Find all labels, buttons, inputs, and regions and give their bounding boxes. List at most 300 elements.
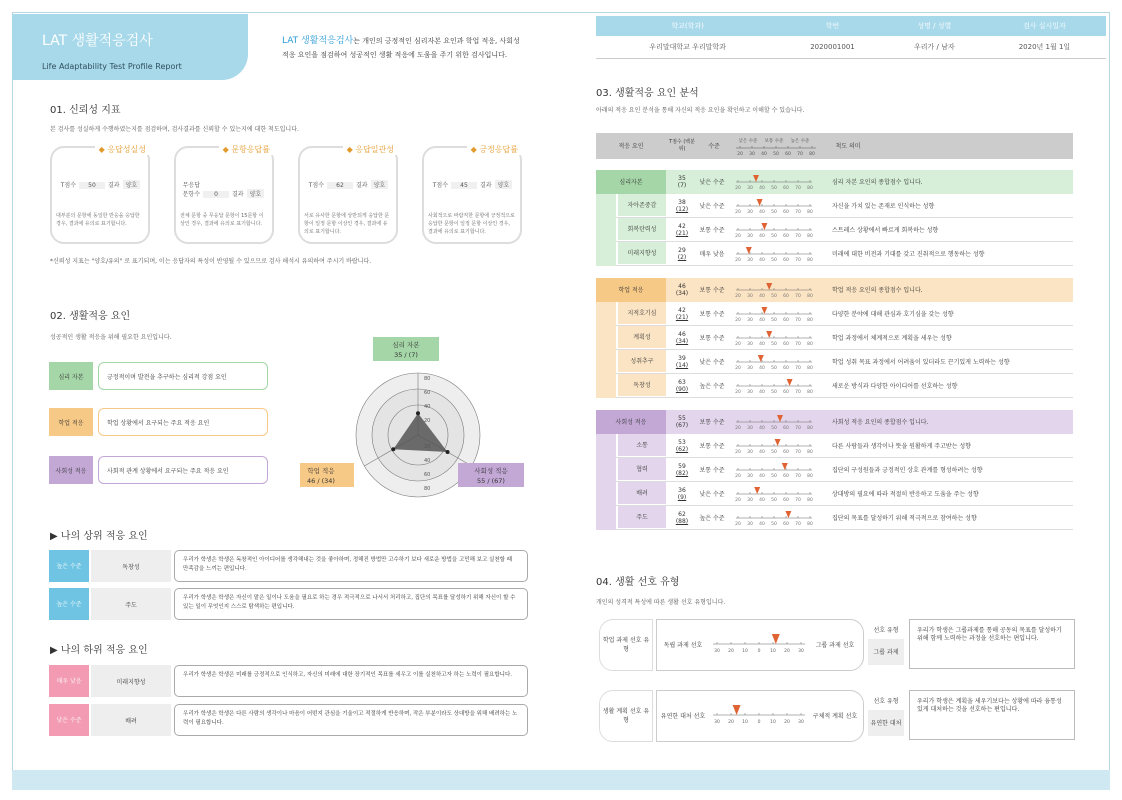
group-score (668, 410, 696, 434)
card-title: ◆ 응답일관성 (343, 144, 398, 155)
subfactor-meaning: 새로운 방식과 다양한 아이디어를 선호하는 성향 (832, 382, 958, 390)
scale-tick-label: 30 (747, 318, 753, 323)
scale-tick-label: 40 (759, 258, 765, 263)
scale-tick-label: 10 (742, 720, 748, 725)
t-score: 46 (678, 331, 686, 338)
factor-desc: 긍정적이며 발전을 추구하는 심리적 강점 요인 (98, 362, 268, 390)
reliability-card (50, 146, 150, 244)
preference-scale (709, 701, 809, 731)
scale-tick-label: 80 (807, 498, 813, 503)
factor-name: 미래지향성 (91, 665, 171, 697)
card-desc: 대부분의 문항에 동일한 반응을 응답한 경우, 결과에 유의로 표기합니다. (56, 213, 140, 227)
subfactor-row (596, 506, 1073, 530)
preference-desc: 개인의 성격적 특성에 따른 생활 선호 유형입니다. (596, 599, 726, 606)
factor-label: 심리 자본 (49, 362, 93, 390)
group-score (668, 170, 696, 194)
preference-right: 구체적 계획 선호 (812, 712, 858, 720)
percentile: (34) (675, 290, 689, 297)
group-meaning: 심리 자본 요인의 종합점수 입니다. (832, 178, 923, 186)
info-header: 학번 (779, 16, 886, 36)
scale-tick-label: 20 (735, 450, 741, 455)
preference-desc: 우리가 학생은 그룹과제를 통해 공동의 목표를 달성하기 위해 함께 노력하는 과정을 선호하는 편입니다. (909, 619, 1075, 669)
subfactor-indent (596, 218, 616, 242)
subfactor-meaning: 다양한 분야에 대해 관심과 호기심을 갖는 성향 (832, 310, 954, 318)
reliability-desc: 본 검사를 성실하게 수행하였는지를 점검하며, 검사결과를 신뢰할 수 있는지에 대한 척도입니다. (50, 126, 299, 133)
subfactor-score (668, 218, 696, 242)
preference-right: 그룹 과제 선호 (815, 641, 855, 649)
preference-name: 학업 과제 선호 유형 (599, 619, 653, 671)
subfactor-score (668, 242, 696, 266)
scale-tick-label: 30 (714, 649, 720, 654)
scale-tick-label: 50 (771, 318, 777, 323)
scale-tick-label: 40 (761, 152, 767, 157)
subfactor-indent (596, 194, 616, 218)
score-scale (732, 352, 816, 372)
info-table (596, 16, 1106, 59)
scale-tick-label: 80 (809, 152, 815, 157)
score-label: 무응답 문항수 (182, 182, 200, 198)
subfactor-name: 소통 (618, 434, 666, 456)
subfactor-name: 독창성 (618, 374, 666, 396)
score-marker (785, 511, 791, 518)
info-value: 우리말대학교 우리말학과 (596, 36, 779, 58)
result-label: 결과 (108, 182, 120, 189)
scale-tick-label: 50 (771, 366, 777, 371)
t-score: 46 (678, 283, 686, 290)
scale-tick-label: 20 (735, 258, 741, 263)
preference-title: 04. 생활 선호 유형 (596, 577, 680, 588)
subfactor-level: 보통 수준 (699, 442, 725, 450)
group-score (668, 278, 696, 302)
info-header: 검사 실시일자 (983, 16, 1106, 36)
scale-tick-label: 40 (759, 342, 765, 347)
subfactor-row (596, 302, 1073, 326)
report-subtitle: Life Adaptability Test Profile Report (42, 62, 182, 71)
score-marker (766, 331, 772, 338)
scale-tick-label: 20 (735, 342, 741, 347)
percentile: (7) (677, 182, 687, 189)
score-scale (732, 484, 816, 504)
scale-tick-label: 30 (747, 210, 753, 215)
factor-label: 학업 적응 (49, 408, 93, 436)
group-name: 심리자본 (596, 170, 666, 194)
percentile: (88) (675, 518, 689, 525)
factor-desc: 학업 상황에서 요구되는 주요 적응 요인 (98, 408, 268, 436)
subfactor-name: 자아존중감 (618, 194, 666, 216)
level-badge: 매우 낮음 (49, 665, 89, 697)
subfactor-name: 협력 (618, 458, 666, 480)
scale-tick-label: 60 (783, 498, 789, 503)
t-score: 29 (678, 247, 686, 254)
scale-tick-label: 30 (798, 649, 804, 654)
scale-tick-label: 60 (783, 210, 789, 215)
subfactor-row (596, 350, 1073, 374)
scale-tick-label: 50 (771, 426, 777, 431)
card-desc: 서로 유사한 문항에 상반되게 응답한 문항이 일정 문항 이상인 경우, 결과에 유의로 표기합니다. (304, 213, 390, 235)
analysis-title: 03. 생활적응 요인 분석 (596, 88, 699, 99)
header-meaning: 척도 의미 (835, 142, 861, 150)
subfactor-score (668, 506, 696, 530)
preference-name: 생활 계획 선호 유형 (599, 690, 653, 742)
result-value: 양호 (371, 180, 389, 189)
score-marker (753, 175, 759, 182)
factor-desc: 사회적 관계 상황에서 요구되는 주요 적응 요인 (98, 456, 268, 484)
score-marker (757, 199, 763, 206)
subfactor-score (668, 194, 696, 218)
preference-type: 그룹 과제 (868, 639, 904, 665)
scale-tick-label: 50 (771, 186, 777, 191)
score-value: 0 (203, 191, 229, 198)
scale-tick-label: 80 (807, 318, 813, 323)
card-score-row (176, 180, 264, 198)
subfactor-meaning: 스트레스 상황에서 빠르게 회복하는 성향 (832, 226, 939, 234)
intro-text (282, 34, 522, 62)
scale-tick-label: 20 (735, 474, 741, 479)
scale-tick-label: 10 (770, 720, 776, 725)
scale-tick-label: 70 (795, 342, 801, 347)
scale-tick-label: 40 (759, 498, 765, 503)
group-name: 사회성 적응 (596, 410, 666, 434)
scale-tick-label: 20 (784, 649, 790, 654)
scale-tick-label: 80 (807, 234, 813, 239)
scale-tick-label: 40 (759, 366, 765, 371)
scale-tick-label: 60 (783, 258, 789, 263)
preference-type-label: 선호 유형 (873, 697, 899, 705)
reliability-card (298, 146, 398, 244)
header-score: T점수 (백분위) (669, 139, 695, 152)
preference-scale (709, 630, 809, 660)
score-scale (732, 412, 816, 432)
factor-name: 주도 (91, 588, 171, 620)
result-value: 양호 (123, 180, 141, 189)
subfactor-name: 계획성 (618, 326, 666, 348)
scale-tick-label: 50 (771, 210, 777, 215)
score-marker (766, 283, 772, 290)
t-score: 42 (678, 307, 686, 314)
scale-tick-label: 50 (771, 450, 777, 455)
factors-desc: 성공적인 생활 적응을 위해 필요한 요인입니다. (50, 334, 172, 341)
scale-tick-label: 20 (735, 234, 741, 239)
score-marker (754, 487, 760, 494)
factor-label: 사회성 적응 (49, 456, 93, 484)
scale-tick-label: 70 (795, 522, 801, 527)
score-scale (732, 376, 816, 396)
percentile: (34) (675, 338, 689, 345)
radar-chart (300, 335, 550, 505)
level-badge: 낮은 수준 (49, 704, 89, 736)
card-score-row (424, 180, 512, 189)
scale-tick-label: 0 (757, 649, 761, 654)
subfactor-meaning: 상대방의 필요에 따라 적절히 반응하고 도움을 주는 성향 (832, 490, 979, 498)
scale-tick-label: 50 (771, 294, 777, 299)
reliability-note: *신뢰성 지표는 "양호/유의" 로 표기되며, 이는 응답자의 특성이 반영될 수 있으므로 검사 해석시 유의하여 주시기 바랍니다. (50, 258, 372, 265)
scale-tick-label: 70 (797, 152, 803, 157)
subfactor-name: 성취추구 (618, 350, 666, 372)
scale-tick-label: 30 (749, 152, 755, 157)
scale-tick-label: 30 (747, 474, 753, 479)
score-scale (732, 436, 816, 456)
scale-tick-label: 30 (747, 234, 753, 239)
preference-left: 독립 과제 선호 (663, 641, 703, 649)
t-score: 38 (678, 199, 686, 206)
scale-tick-label: 20 (735, 426, 741, 431)
scale-tick-label: 50 (771, 522, 777, 527)
radar-value: 55 / (67) (477, 477, 505, 485)
scale-tick-label: 40 (759, 390, 765, 395)
scale-tick-label: 20 (735, 294, 741, 299)
score-marker (775, 439, 781, 446)
percentile: (2) (677, 254, 687, 261)
score-scale (732, 328, 816, 348)
score-label: T점수 (432, 182, 448, 189)
scale-tick-label: 20 (735, 366, 741, 371)
scale-tick-label: 30 (747, 522, 753, 527)
scale-tick-label: 40 (759, 318, 765, 323)
subfactor-row (596, 482, 1073, 506)
upper-title: ▶ 나의 상위 적응 요인 (50, 531, 148, 542)
score-label: T점수 (308, 182, 324, 189)
score-marker (777, 415, 783, 422)
subfactor-meaning: 학업 성취 목표 과정에서 어려움이 있더라도 끈기있게 노력하는 성향 (832, 358, 1010, 366)
t-score: 35 (678, 175, 686, 182)
scale-tick-label: 40 (759, 522, 765, 527)
subfactor-level: 낮은 수준 (699, 490, 725, 498)
radar-point (391, 447, 395, 451)
subfactor-score (668, 458, 696, 482)
percentile: (82) (675, 470, 689, 477)
info-header: 학교(학과) (596, 16, 779, 36)
scale-tick-label: 70 (795, 234, 801, 239)
scale-tick-label: 80 (807, 366, 813, 371)
percentile: (62) (675, 446, 689, 453)
subfactor-meaning: 미래에 대한 비전과 기대를 갖고 진취적으로 행동하는 성향 (832, 250, 985, 258)
report-title: LAT 생활적응검사 (42, 33, 153, 49)
scale-tick-label: 40 (759, 186, 765, 191)
scale-tick-label: 40 (759, 294, 765, 299)
scale-tick-label: 20 (735, 318, 741, 323)
percentile: (21) (675, 230, 689, 237)
scale-tick-label: 40 (759, 474, 765, 479)
preference-bar (656, 619, 864, 671)
score-value: 45 (451, 182, 477, 189)
scale-tick-label: 80 (807, 390, 813, 395)
scale-tick-label: 40 (759, 234, 765, 239)
scale-tick-label: 30 (747, 390, 753, 395)
scale-tick-label: 30 (747, 186, 753, 191)
subfactor-score (668, 350, 696, 374)
scale-tick-label: 80 (807, 474, 813, 479)
factor-description: 우리가 학생은 학생은 다른 사람의 생각이나 마음이 어떤지 관심을 기울이고 적절하게 반응하며, 작은 부분이라도 상대방을 위해 배려하는 노력이 필요합니다. (174, 704, 528, 736)
scale-tick-label: 50 (771, 474, 777, 479)
info-value: 우리가 / 남자 (886, 36, 983, 58)
group-name: 학업 적응 (596, 278, 666, 302)
scale-tick-label: 60 (783, 294, 789, 299)
reliability-card (422, 146, 522, 244)
radar-tick: 60 (424, 472, 431, 478)
scale-tick-label: 30 (798, 720, 804, 725)
t-score: 39 (678, 355, 686, 362)
subfactor-indent (596, 482, 616, 506)
subfactor-meaning: 자신을 가치 있는 존재로 인식하는 성향 (832, 202, 935, 210)
card-title: ◆ 긍정응답률 (467, 144, 522, 155)
score-marker (746, 247, 752, 254)
subfactor-name: 주도 (618, 506, 666, 528)
radar-tick: 60 (424, 390, 431, 396)
info-header: 성명 / 성별 (886, 16, 983, 36)
scale-tick-label: 20 (735, 390, 741, 395)
info-value: 2020년 1월 1일 (983, 36, 1106, 58)
radar-label: 사회성 적응 (474, 467, 508, 475)
preference-desc: 우리가 학생은 계획을 세우기보다는 상황에 따라 융통성 있게 대처하는 것을 선호하는 편입니다. (909, 690, 1075, 740)
factor-description: 우리가 학생은 학생은 자신이 맡은 일이나 도움을 필요로 하는 경우 적극적으로 나서서 처리하고, 집단의 목표를 달성하기 위해 자신이 할 수 있는 일이 무엇인지 스스로 탐색하는 편입니다. (174, 588, 528, 620)
group-meaning: 학업 적응 요인의 종합점수 입니다. (832, 286, 923, 294)
percentile: (9) (677, 494, 687, 501)
subfactor-meaning: 다른 사람들과 생각이나 뜻을 원활하게 주고받는 성향 (832, 442, 971, 450)
score-scale (732, 196, 816, 216)
t-score: 55 (678, 415, 686, 422)
subfactor-indent (596, 434, 616, 458)
scale-tick-label: 60 (783, 366, 789, 371)
factor-description: 우리가 학생은 학생은 독창적인 아이디어를 생각해내는 것을 좋아하며, 정해진 방법만 고수하기 보다 새로운 방법을 고민해 보고 실천할 때 만족감을 느끼는 편입니다. (174, 550, 528, 582)
factor-name: 배려 (91, 704, 171, 736)
subfactor-level: 낮은 수준 (699, 358, 725, 366)
score-marker (758, 355, 764, 362)
radar-point (416, 411, 420, 415)
group-level: 낮은 수준 (699, 178, 725, 186)
score-value: 62 (327, 182, 353, 189)
subfactor-indent (596, 242, 616, 266)
subfactor-indent (596, 458, 616, 482)
subfactor-indent (596, 350, 616, 374)
scale-tick-label: 30 (747, 498, 753, 503)
scale-tick-label: 50 (771, 498, 777, 503)
subfactor-indent (596, 302, 616, 326)
card-title: ◆ 응답성실성 (95, 144, 150, 155)
scale-tick-label: 60 (783, 522, 789, 527)
scale-tick-label: 20 (728, 720, 734, 725)
t-score: 36 (678, 487, 686, 494)
radar-label: 학업 적응 (307, 467, 335, 475)
scale-tick-label: 40 (759, 426, 765, 431)
result-label: 결과 (232, 191, 244, 198)
scale-tick-label: 0 (757, 720, 761, 725)
group-level: 보통 수준 (699, 286, 725, 294)
scale-tick-label: 20 (735, 522, 741, 527)
scale-tick-label: 80 (807, 426, 813, 431)
subfactor-level: 보통 수준 (699, 226, 725, 234)
subfactor-row (596, 434, 1073, 458)
card-title: ◆ 문항응답률 (219, 144, 274, 155)
result-label: 결과 (480, 182, 492, 189)
scale-tick-label: 60 (783, 342, 789, 347)
scale-tick-label: 60 (785, 152, 791, 157)
score-scale (732, 172, 816, 192)
subfactor-name: 지적호기심 (618, 302, 666, 324)
result-label: 결과 (356, 182, 368, 189)
subfactor-name: 미래지향성 (618, 242, 666, 264)
radar-value: 46 / (34) (307, 477, 335, 485)
preference-marker (733, 705, 741, 715)
subfactor-row (596, 218, 1073, 242)
scale-tick-label: 10 (770, 649, 776, 654)
intro-rest: 는 개인의 긍정적인 심리자본 요인과 학업 적응, 사회성 적응 요인을 점검하여 성공적인 생활 적응에 도움을 주기 위한 검사입니다. (282, 37, 520, 59)
result-value: 양호 (247, 189, 265, 198)
percentile: (12) (675, 206, 689, 213)
scale-tick-label: 30 (747, 294, 753, 299)
score-value: 50 (79, 182, 105, 189)
scale-tick-label: 20 (735, 498, 741, 503)
scale-tick-label: 60 (783, 450, 789, 455)
scale-level-label: 높은 수준 (790, 139, 810, 144)
subfactor-score (668, 302, 696, 326)
info-value: 2020001001 (779, 36, 886, 58)
subfactor-level: 보통 수준 (699, 310, 725, 318)
score-label: T점수 (60, 182, 76, 189)
scale-tick-label: 70 (795, 498, 801, 503)
group-meaning: 사회성 적응 요인의 종합점수 입니다. (832, 418, 929, 426)
scale-tick-label: 80 (807, 342, 813, 347)
score-marker (761, 223, 767, 230)
card-score-row (52, 180, 140, 189)
score-marker (782, 463, 788, 470)
subfactor-indent (596, 374, 616, 398)
scale-tick-label: 30 (747, 258, 753, 263)
result-value: 양호 (495, 180, 513, 189)
card-desc: 사회적으로 바람직한 문항에 긍정적으로 응답한 문항이 일정 문항 이상인 경우, 결과에 유의로 표기합니다. (428, 213, 515, 235)
score-scale (732, 244, 816, 264)
scale-tick-label: 30 (747, 366, 753, 371)
scale-tick-label: 40 (759, 210, 765, 215)
scale-tick-label: 70 (795, 210, 801, 215)
scale-tick-label: 70 (795, 474, 801, 479)
scale-tick-label: 60 (783, 426, 789, 431)
scale-tick-label: 10 (742, 649, 748, 654)
header-factor: 적응 요인 (618, 142, 644, 150)
subfactor-level: 높은 수준 (699, 514, 725, 522)
radar-label: 심리 자본 (392, 341, 420, 349)
scale-tick-label: 30 (747, 426, 753, 431)
percentile: (21) (675, 314, 689, 321)
scale-tick-label: 80 (807, 450, 813, 455)
subfactor-row (596, 194, 1073, 218)
subfactor-meaning: 학업 과정에서 체계적으로 계획을 세우는 성향 (832, 334, 952, 342)
subfactor-level: 낮은 수준 (699, 202, 725, 210)
radar-tick: 40 (424, 458, 431, 464)
scale-tick-label: 80 (807, 186, 813, 191)
intro-highlight: LAT 생활적응검사 (282, 36, 354, 46)
reliability-card (174, 146, 274, 244)
scale-tick-label: 80 (807, 294, 813, 299)
radar-tick: 20 (424, 418, 431, 424)
subfactor-level: 보통 수준 (699, 466, 725, 474)
scale-tick-label: 20 (735, 186, 741, 191)
scale-level-label: 낮은 수준 (738, 139, 758, 144)
group-level: 보통 수준 (699, 418, 725, 426)
t-score: 62 (678, 511, 686, 518)
subfactor-meaning: 집단의 목표를 달성하기 위해 적극적으로 참여하는 성향 (832, 514, 977, 522)
scale-tick-label: 30 (747, 450, 753, 455)
analysis-header (596, 133, 1073, 159)
scale-tick-label: 60 (783, 318, 789, 323)
scale-tick-label: 30 (714, 720, 720, 725)
subfactor-score (668, 374, 696, 398)
header-level: 수준 (708, 142, 720, 150)
subfactor-level: 보통 수준 (699, 334, 725, 342)
scale-tick-label: 30 (747, 342, 753, 347)
subfactor-level: 매우 낮음 (699, 250, 725, 258)
scale-tick-label: 70 (795, 318, 801, 323)
footer-band (12, 770, 1110, 790)
